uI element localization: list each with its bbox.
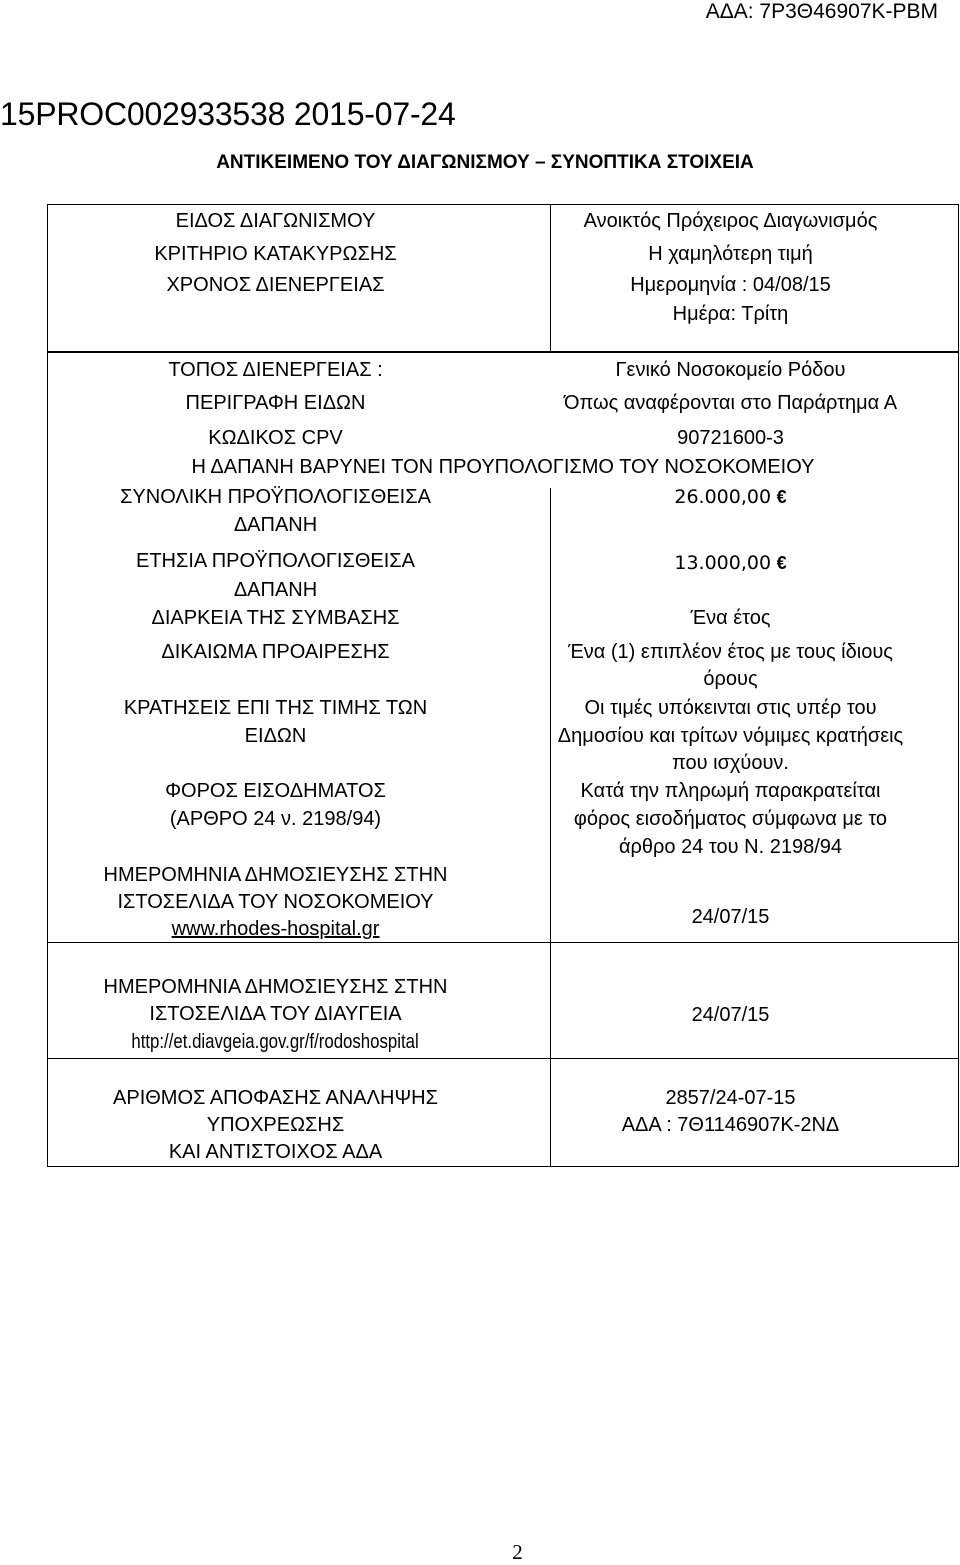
ada-code: ΑΔΑ: 7Ρ3Θ46907Κ-ΡΒΜ [705,0,938,23]
contract-duration-label: ΔΙΑΡΚΕΙΑ ΤΗΣ ΣΥΜΒΑΣΗΣ [151,607,400,629]
total-budget-label-line1: ΣΥΝΟΛΙΚΗ ΠΡΟΫΠΟΛΟΓΙΣΘΕΙΣΑ [120,486,431,508]
page-number: 2 [512,1540,523,1564]
income-tax-value-line1: Κατά την πληρωμή παρακρατείται [580,780,881,802]
deductions-value-line2: Δημοσίου και τρίτων νόμιμες κρατήσεις [557,725,904,747]
document-id: 15PROC002933538 2015-07-24 [0,96,456,132]
deductions-label-line1: ΚΡΑΤΗΣΕΙΣ ΕΠΙ ΤΗΣ ΤΙΜΗΣ ΤΩΝ [123,697,428,719]
annual-budget-value [503,550,958,576]
diavgeia-link-text[interactable]: http://et.diavgeia.gov.gr/f/rodoshospital [131,1031,420,1053]
decision-label-line2: ΥΠΟΧΡΕΩΣΗΣ [206,1114,345,1136]
annual-budget-amount: 13.000,00 [674,552,772,574]
decision-label-line1: ΑΡΙΘΜΟΣ ΑΠΟΦΑΣΗΣ ΑΝΑΛΗΨΗΣ [113,1087,438,1109]
option-right-value-line2: όρους [703,668,758,690]
annual-budget-label-line1: ΕΤΗΣΙΑ ΠΡΟΫΠΟΛΟΓΙΣΘΕΙΣΑ [136,550,415,572]
income-tax-value-line3: άρθρο 24 του Ν. 2198/94 [618,836,842,858]
euro-icon: € [776,553,787,573]
tender-summary-table-1 [47,204,959,352]
euro-icon: € [776,487,787,507]
cpv-code-value: 90721600-3 [677,427,784,449]
decision-label-line3: ΚΑΙ ΑΝΤΙΣΤΟΙΧΟΣ ΑΔΑ [168,1141,383,1163]
income-tax-value-line2: φόρος εισοδήματος σύμφωνα με το [573,808,888,830]
conduct-time-label: ΧΡΟΝΟΣ ΔΙΕΝΕΡΓΕΙΑΣ [166,274,385,296]
income-tax-label-line1: ΦΟΡΟΣ ΕΙΣΟΔΗΜΑΤΟΣ [165,780,386,802]
row-divider [48,1058,958,1059]
conduct-date-value: Ημερομηνία : 04/08/15 [630,274,831,296]
hospital-website-link[interactable]: www.rhodes-hospital.gr [171,918,380,940]
tender-type-label: ΕΙΔΟΣ ΔΙΑΓΩΝΙΣΜΟΥ [175,210,376,232]
hospital-publication-label-line2: ΙΣΤΟΣΕΛΙΔΑ ΤΟΥ ΝΟΣΟΚΟΜΕΙΟΥ [117,891,434,913]
place-label: ΤΟΠΟΣ ΔΙΕΝΕΡΓΕΙΑΣ : [168,359,383,381]
conduct-day-value: Ημέρα: Τρίτη [672,303,789,325]
decision-number-value: 2857/24-07-15 [665,1087,796,1109]
income-tax-label-line2: (ΑΡΘΡΟ 24 ν. 2198/94) [169,808,382,830]
award-criterion-value: Η χαμηλότερη τιμή [648,243,813,265]
deductions-label-line2: ΕΙΔΩΝ [244,725,307,747]
total-budget-value [503,484,958,510]
option-right-label: ΔΙΚΑΙΩΜΑ ΠΡΟΑΙΡΕΣΗΣ [161,641,390,663]
diavgeia-publication-label-line2: ΙΣΤΟΣΕΛΙΔΑ ΤΟΥ ΔΙΑΥΓΕΙΑ [149,1003,402,1025]
page-title: ΑΝΤΙΚΕΙΜΕΝΟ ΤΟΥ ΔΙΑΓΩΝΙΣΜΟΥ – ΣΥΝΟΠΤΙΚΑ ΣΤΟΙΧΕΙΑ [216,152,754,173]
total-budget-amount: 26.000,00 [674,486,772,508]
budget-burden-note: Η ΔΑΠΑΝΗ ΒΑΡΥΝΕΙ ΤΟΝ ΠΡΟΥΠΟΛΟΓΙΣΜΟ ΤΟΥ ΝΟΣΟΚΟΜΕΙΟΥ [191,456,815,478]
place-value: Γενικό Νοσοκομείο Ρόδου [615,359,846,381]
total-budget-label-line2: ΔΑΠΑΝΗ [233,514,318,536]
award-criterion-label: ΚΡΙΤΗΡΙΟ ΚΑΤΑΚΥΡΩΣΗΣ [154,243,397,265]
deductions-value-line3: που ισχύουν. [672,752,789,774]
diavgeia-publication-date: 24/07/15 [691,1004,770,1026]
contract-duration-value: Ένα έτος [690,607,771,629]
annual-budget-label-line2: ΔΑΠΑΝΗ [233,579,318,601]
row-divider [48,942,958,943]
hospital-publication-label-line1: ΗΜΕΡΟΜΗΝΙΑ ΔΗΜΟΣΙΕΥΣΗΣ ΣΤΗΝ [103,864,448,886]
option-right-value-line1: Ένα (1) επιπλέον έτος με τους ίδιους [568,641,893,663]
items-description-label: ΠΕΡΙΓΡΑΦΗ ΕΙΔΩΝ [185,392,366,414]
decision-ada-value: ΑΔΑ : 7Θ1146907Κ-2ΝΔ [621,1114,840,1136]
tender-type-value: Ανοικτός Πρόχειρος Διαγωνισμός [583,210,878,232]
deductions-value-line1: Οι τιμές υπόκεινται στις υπέρ του [584,697,877,719]
diavgeia-website-link[interactable] [48,1029,503,1055]
hospital-publication-date: 24/07/15 [691,906,770,928]
diavgeia-publication-label-line1: ΗΜΕΡΟΜΗΝΙΑ ΔΗΜΟΣΙΕΥΣΗΣ ΣΤΗΝ [103,976,448,998]
cpv-code-label: ΚΩΔΙΚΟΣ CPV [208,427,343,449]
tender-summary-table-2 [47,352,959,1167]
items-description-value: Όπως αναφέρονται στο Παράρτημα Α [563,392,898,414]
